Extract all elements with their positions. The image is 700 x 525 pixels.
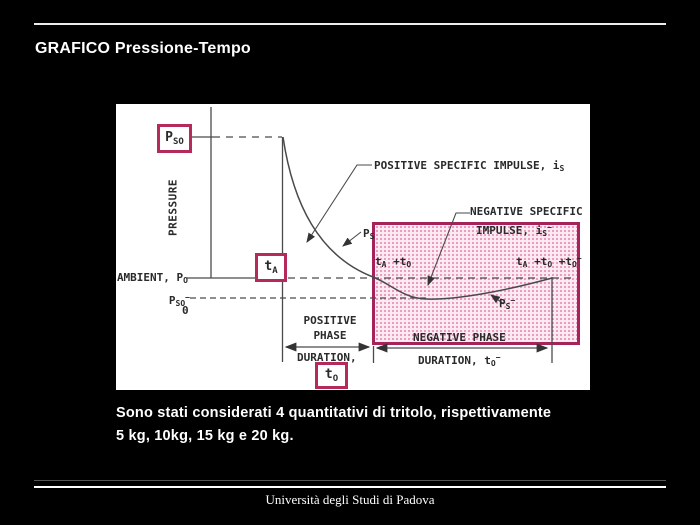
negative-impulse-label-line2: IMPULSE, $i_S^-$ (476, 223, 552, 238)
slide-title: GRAFICO Pressione-Tempo (35, 40, 251, 57)
pressure-time-diagram (116, 104, 590, 390)
slide-body-text (116, 402, 551, 448)
positive-impulse-label: POSITIVE SPECIFIC IMPULSE, $i_S$ (374, 159, 565, 173)
to-box-label: $t_O$ (324, 367, 339, 384)
footer-university-name: Università degli Studi di Padova (265, 492, 435, 507)
top-divider-line (34, 23, 666, 25)
y-axis-label: PRESSURE (166, 179, 180, 236)
body-text-line1: Sono stati considerati 4 quantitativi di tritolo, rispettivamente (116, 405, 552, 421)
positive-phase-label-line2: PHASE (313, 329, 347, 342)
highlight-box-ta (255, 253, 287, 282)
negative-phase-label-line1: NEGATIVE PHASE (413, 331, 506, 344)
ps-label: $P_S$ (363, 227, 375, 241)
footer-divider-line-upper (34, 480, 666, 481)
ta-plus-to-label: $t_A +t_O$ (375, 255, 412, 269)
positive-phase-label-line3: DURATION, (297, 351, 357, 364)
footer-divider-line-lower (34, 486, 666, 488)
ta-box-label: $t_A$ (264, 259, 278, 276)
negative-impulse-label-line1: NEGATIVE SPECIFIC (470, 205, 583, 218)
highlight-box-pso (157, 124, 192, 153)
origin-zero-label: 0 (182, 304, 189, 317)
pso-negative-label: $P_{SO}^-$ (168, 293, 190, 308)
negative-phase-label-line2: DURATION, $t_O^-$ (418, 353, 501, 368)
positive-phase-label-line1: POSITIVE (303, 314, 357, 327)
ps-negative-curve-label: $P_S^-$ (499, 296, 516, 311)
pso-box-label: $P_{SO}$ (165, 130, 184, 147)
ta-plus-to-plus-to-label: $t_A +t_O +t_O^-$ (516, 254, 582, 269)
highlight-box-to (315, 362, 348, 389)
ambient-pressure-label: AMBIENT, $P_O$ (116, 271, 188, 285)
body-text-line2: 5 kg, 10kg, 15 kg e 20 kg. (116, 428, 294, 444)
